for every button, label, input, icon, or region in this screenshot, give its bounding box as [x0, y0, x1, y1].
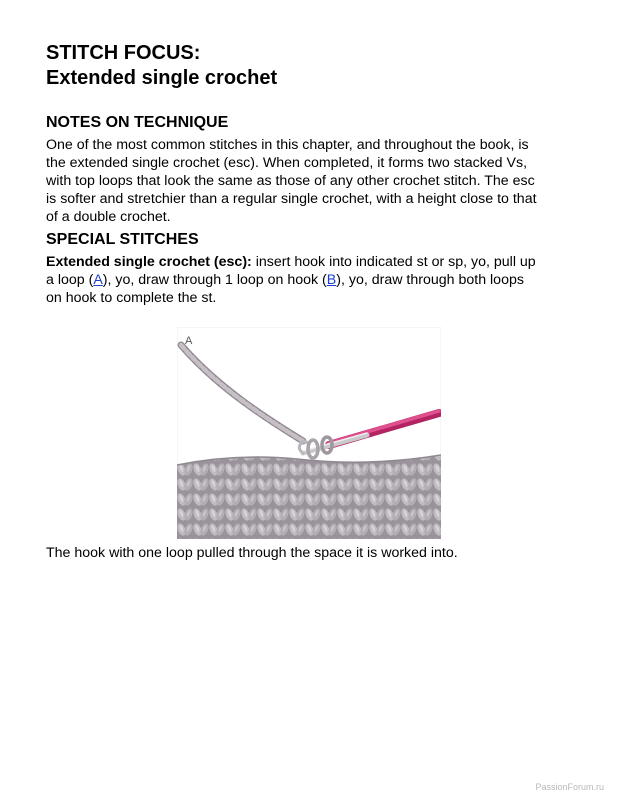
- special-stitches-paragraph: [46, 253, 576, 307]
- technique-line-2: the extended single crochet (esc). When completed, it forms two stacked Vs,: [46, 155, 528, 171]
- crochet-hook-photo: [177, 327, 441, 539]
- section-heading-special-stitches: SPECIAL STITCHES: [46, 231, 199, 248]
- stitch-text-2: a loop (: [46, 272, 94, 288]
- stitch-term: Extended single crochet (esc):: [46, 254, 252, 270]
- technique-line-3: with top loops that look the same as those of any other crochet stitch. The esc: [46, 173, 535, 189]
- section-heading-technique: NOTES ON TECHNIQUE: [46, 114, 229, 131]
- stitch-text-1: insert hook into indicated st or sp, yo, pull up: [251, 254, 536, 270]
- watermark: PassionForum.ru: [535, 782, 604, 792]
- technique-line-4: is softer and stretchier than a regular single crochet, with a height close to that: [46, 191, 537, 207]
- technique-line-5: of a double crochet.: [46, 209, 171, 225]
- page-title: STITCH FOCUS:: [46, 42, 201, 64]
- figure-a-link[interactable]: A: [93, 272, 103, 288]
- technique-paragraph: [46, 136, 576, 226]
- stitch-text-4: ), yo, draw through both loops: [336, 272, 524, 288]
- stitch-text-3: ), yo, draw through 1 loop on hook (: [102, 272, 327, 288]
- figure-caption: The hook with one loop pulled through the space it is worked into.: [46, 545, 458, 561]
- figure-b-link[interactable]: B: [326, 272, 337, 288]
- technique-line-1: One of the most common stitches in this chapter, and throughout the book, is: [46, 137, 529, 153]
- figure-label: A: [185, 335, 193, 347]
- stitch-text-5: on hook to complete the st.: [46, 290, 217, 306]
- page-subtitle: Extended single crochet: [46, 67, 278, 89]
